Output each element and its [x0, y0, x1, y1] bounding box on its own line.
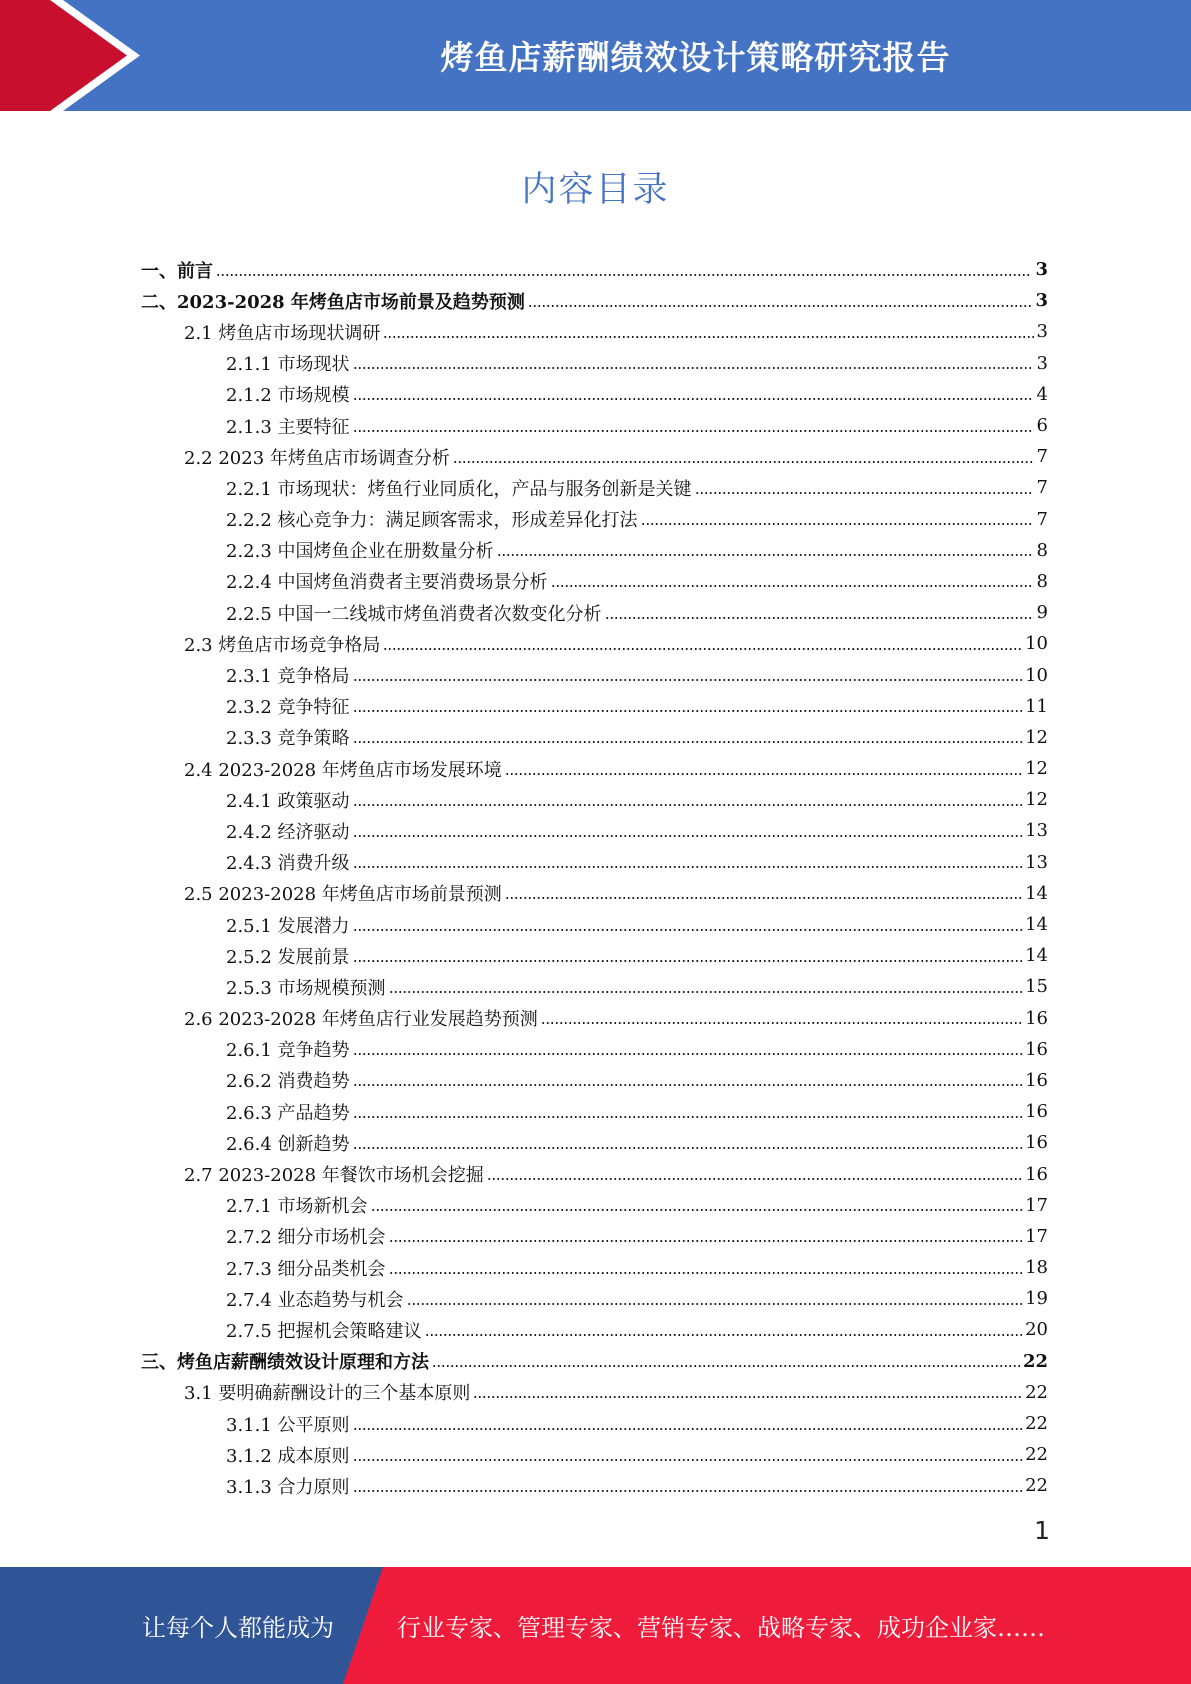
toc-entry-page: 16 — [1025, 1132, 1048, 1154]
toc-entry[interactable] — [141, 971, 1048, 1002]
toc-dot-leader — [353, 1083, 1023, 1087]
toc-entry-page: 10 — [1025, 633, 1048, 655]
toc-entry-label: 2.5.3 市场规模预测 — [226, 977, 386, 999]
toc-entry-page: 13 — [1025, 820, 1048, 842]
toc-dot-leader — [353, 928, 1023, 932]
report-title: 烤鱼店薪酬绩效设计策略研究报告 — [440, 38, 951, 77]
toc-dot-leader — [353, 397, 1034, 401]
toc-entry-page: 14 — [1025, 914, 1048, 936]
toc-entry-label: 2.6.1 竞争趋势 — [226, 1040, 350, 1062]
toc-entry-label: 2.5.1 发展潜力 — [226, 915, 350, 937]
toc-dot-leader — [353, 709, 1023, 713]
toc-entry-label: 2.6 2023-2028 年烤鱼店行业发展趋势预测 — [184, 1009, 538, 1031]
toc-entry-label: 2.2.5 中国一二线城市烤鱼消费者次数变化分析 — [226, 603, 602, 625]
toc-entry[interactable] — [141, 1221, 1048, 1252]
toc-entry[interactable] — [141, 379, 1048, 410]
toc-entry[interactable] — [141, 348, 1048, 379]
toc-entry[interactable] — [141, 691, 1048, 722]
toc-entry-label: 2.2.1 市场现状：烤鱼行业同质化，产品与服务创新是关键 — [226, 478, 692, 500]
toc-entry-label: 2.3 烤鱼店市场竞争格局 — [184, 634, 381, 656]
toc-entry[interactable] — [141, 940, 1048, 971]
toc-entry[interactable] — [141, 784, 1048, 815]
toc-entry-page: 12 — [1025, 758, 1048, 780]
toc-entry-label: 2.1.3 主要特征 — [226, 416, 350, 438]
toc-entry-page: 7 — [1036, 446, 1048, 468]
toc-title: 内容目录 — [521, 170, 670, 210]
toc-entry-label: 3.1.3 合力原则 — [226, 1476, 350, 1498]
toc-dot-leader — [425, 1333, 1023, 1337]
toc-dot-leader — [695, 491, 1034, 495]
toc-entry[interactable] — [141, 1096, 1048, 1127]
toc-entry-label: 3.1.2 成本原则 — [226, 1445, 350, 1467]
toc-entry-label: 2.1.1 市场现状 — [226, 354, 350, 376]
toc-dot-leader — [353, 1052, 1023, 1056]
toc-entry-label: 2.3.3 竞争策略 — [226, 728, 350, 750]
toc-dot-leader — [353, 803, 1023, 807]
toc-entry-label: 一、前言 — [141, 260, 213, 282]
toc-dot-leader — [505, 896, 1022, 900]
toc-entry[interactable] — [141, 441, 1048, 472]
toc-entry-label: 2.7.2 细分市场机会 — [226, 1227, 386, 1249]
toc-dot-leader — [371, 1208, 1023, 1212]
toc-entry[interactable] — [141, 1408, 1048, 1439]
toc-entry-label: 2.3.2 竞争特征 — [226, 697, 350, 719]
toc-entry-label: 2.1 烤鱼店市场现状调研 — [184, 322, 381, 344]
toc-dot-leader — [551, 584, 1034, 588]
toc-dot-leader — [353, 1427, 1023, 1431]
toc-entry-label: 2.2.3 中国烤鱼企业在册数量分析 — [226, 541, 494, 563]
toc-entry-label: 2.6.4 创新趋势 — [226, 1133, 350, 1155]
toc-entry[interactable] — [141, 1127, 1048, 1158]
page-header — [0, 0, 1191, 111]
toc-entry[interactable] — [141, 1346, 1048, 1377]
toc-dot-leader — [497, 553, 1034, 557]
toc-dot-leader — [528, 304, 1033, 308]
toc-entry-label: 三、烤鱼店薪酬绩效设计原理和方法 — [141, 1352, 429, 1374]
toc-entry-label: 2.5 2023-2028 年烤鱼店市场前景预测 — [184, 884, 502, 906]
toc-entry-page: 22 — [1025, 1444, 1048, 1466]
toc-entry[interactable] — [141, 1003, 1048, 1034]
toc-entry-page: 17 — [1025, 1194, 1048, 1216]
toc-entry-label: 2.7.1 市场新机会 — [226, 1196, 368, 1218]
toc-entry-page: 14 — [1025, 945, 1048, 967]
toc-entry[interactable] — [141, 1065, 1048, 1096]
toc-dot-leader — [353, 1146, 1023, 1150]
toc-entry-label: 2.4.3 消费升级 — [226, 853, 350, 875]
toc-entry-page: 8 — [1036, 539, 1048, 561]
toc-entry[interactable] — [141, 1314, 1048, 1345]
toc-entry-page: 16 — [1025, 1038, 1048, 1060]
toc-entry-label: 2.2.4 中国烤鱼消费者主要消费场景分析 — [226, 572, 548, 594]
toc-entry[interactable] — [141, 722, 1048, 753]
toc-dot-leader — [353, 429, 1034, 433]
toc-entry-page: 3 — [1036, 321, 1048, 343]
toc-dot-leader — [605, 616, 1034, 620]
toc-dot-leader — [216, 273, 1032, 277]
page-number: 1 — [1034, 1516, 1050, 1545]
toc-entry-page: 10 — [1025, 664, 1048, 686]
toc-entry[interactable] — [141, 285, 1048, 316]
toc-entry-page: 14 — [1025, 882, 1048, 904]
toc-entry-label: 2.4.2 经济驱动 — [226, 821, 350, 843]
toc-entry-label: 2.2.2 核心竞争力：满足顾客需求，形成差异化打法 — [226, 510, 638, 532]
toc-entry[interactable] — [141, 1034, 1048, 1065]
toc-entry[interactable] — [141, 847, 1048, 878]
toc-entry-label: 2.4.1 政策驱动 — [226, 790, 350, 812]
toc-entry-page: 22 — [1025, 1413, 1048, 1435]
toc-dot-leader — [353, 740, 1023, 744]
toc-entry[interactable] — [141, 1439, 1048, 1470]
toc-dot-leader — [353, 834, 1023, 838]
toc-dot-leader — [353, 865, 1023, 869]
toc-entry-page: 16 — [1025, 1101, 1048, 1123]
toc-entry[interactable] — [141, 659, 1048, 690]
toc-entry-page: 22 — [1025, 1381, 1048, 1403]
toc-dot-leader — [407, 1302, 1023, 1306]
toc-dot-leader — [353, 959, 1023, 963]
toc-dot-leader — [353, 1489, 1023, 1493]
toc-entry-page: 6 — [1036, 415, 1048, 437]
toc-entry-label: 2.6.2 消费趋势 — [226, 1071, 350, 1093]
toc-entry-page: 3 — [1036, 352, 1048, 374]
toc-dot-leader — [353, 1115, 1023, 1119]
toc-entry-label: 2.5.2 发展前景 — [226, 946, 350, 968]
toc-entry-page: 19 — [1025, 1288, 1048, 1310]
toc-dot-leader — [353, 366, 1034, 370]
toc-entry-page: 17 — [1025, 1225, 1048, 1247]
toc-entry-page: 12 — [1025, 789, 1048, 811]
toc-entry-page: 8 — [1036, 570, 1048, 592]
toc-dot-leader — [641, 522, 1034, 526]
toc-entry-page: 7 — [1036, 477, 1048, 499]
table-of-contents — [141, 254, 1048, 1502]
toc-entry-page: 9 — [1036, 602, 1048, 624]
toc-entry[interactable] — [141, 1252, 1048, 1283]
toc-entry-label: 2.2 2023 年烤鱼店市场调查分析 — [184, 447, 450, 469]
page-footer — [0, 1567, 1191, 1684]
toc-dot-leader — [389, 990, 1023, 994]
toc-entry-page: 12 — [1025, 726, 1048, 748]
toc-entry-page: 11 — [1025, 695, 1048, 717]
toc-dot-leader — [453, 460, 1034, 464]
toc-dot-leader — [353, 1458, 1023, 1462]
toc-entry-page: 22 — [1022, 1350, 1048, 1372]
toc-entry-page: 16 — [1025, 1007, 1048, 1029]
toc-entry[interactable] — [141, 878, 1048, 909]
toc-entry-label: 3.1 要明确薪酬设计的三个基本原则 — [184, 1383, 471, 1405]
toc-entry[interactable] — [141, 1377, 1048, 1408]
toc-entry-page: 3 — [1035, 290, 1048, 312]
toc-entry-page: 3 — [1035, 259, 1048, 281]
toc-entry-label: 2.7.3 细分品类机会 — [226, 1258, 386, 1280]
toc-entry[interactable] — [141, 316, 1048, 347]
toc-dot-leader — [505, 772, 1022, 776]
toc-entry[interactable] — [141, 254, 1048, 285]
toc-entry[interactable] — [141, 504, 1048, 535]
toc-entry[interactable] — [141, 472, 1048, 503]
footer-slogan-right: 行业专家、管理专家、营销专家、战略专家、成功企业家…… — [397, 1614, 1045, 1642]
toc-entry-page: 15 — [1025, 976, 1048, 998]
toc-entry-page: 16 — [1025, 1069, 1048, 1091]
toc-dot-leader — [383, 335, 1033, 339]
toc-entry[interactable] — [141, 815, 1048, 846]
toc-entry-page: 4 — [1036, 383, 1048, 405]
toc-entry-page: 22 — [1025, 1475, 1048, 1497]
toc-entry[interactable] — [141, 410, 1048, 441]
toc-entry[interactable] — [141, 1283, 1048, 1314]
toc-dot-leader — [383, 647, 1022, 651]
toc-entry[interactable] — [141, 1470, 1048, 1501]
toc-entry[interactable] — [141, 628, 1048, 659]
toc-dot-leader — [389, 1239, 1023, 1243]
toc-dot-leader — [432, 1364, 1020, 1368]
toc-dot-leader — [487, 1177, 1022, 1181]
toc-entry[interactable] — [141, 1190, 1048, 1221]
toc-entry-label: 2.3.1 竞争格局 — [226, 666, 350, 688]
chevron-logo-icon — [0, 0, 160, 111]
toc-entry-label: 2.6.3 产品趋势 — [226, 1102, 350, 1124]
toc-entry-label: 2.4 2023-2028 年烤鱼店市场发展环境 — [184, 759, 502, 781]
toc-entry-label: 3.1.1 公平原则 — [226, 1414, 350, 1436]
toc-entry-page: 18 — [1025, 1257, 1048, 1279]
toc-entry[interactable] — [141, 909, 1048, 940]
toc-entry[interactable] — [141, 566, 1048, 597]
toc-entry[interactable] — [141, 535, 1048, 566]
toc-entry-page: 7 — [1036, 508, 1048, 530]
toc-entry-page: 13 — [1025, 851, 1048, 873]
toc-entry[interactable] — [141, 753, 1048, 784]
toc-entry-label: 2.1.2 市场规模 — [226, 385, 350, 407]
toc-entry[interactable] — [141, 1158, 1048, 1189]
toc-entry-page: 16 — [1025, 1163, 1048, 1185]
toc-dot-leader — [541, 1021, 1022, 1025]
toc-entry-label: 二、2023-2028 年烤鱼店市场前景及趋势预测 — [141, 291, 525, 313]
toc-entry-label: 2.7 2023-2028 年餐饮市场机会挖掘 — [184, 1165, 484, 1187]
footer-slogan-left: 让每个人都能成为 — [142, 1614, 334, 1642]
toc-dot-leader — [389, 1271, 1023, 1275]
toc-entry-label: 2.7.4 业态趋势与机会 — [226, 1289, 404, 1311]
toc-entry[interactable] — [141, 597, 1048, 628]
toc-dot-leader — [353, 678, 1023, 682]
toc-entry-label: 2.7.5 把握机会策略建议 — [226, 1320, 422, 1342]
toc-dot-leader — [473, 1395, 1022, 1399]
toc-entry-page: 20 — [1025, 1319, 1048, 1341]
